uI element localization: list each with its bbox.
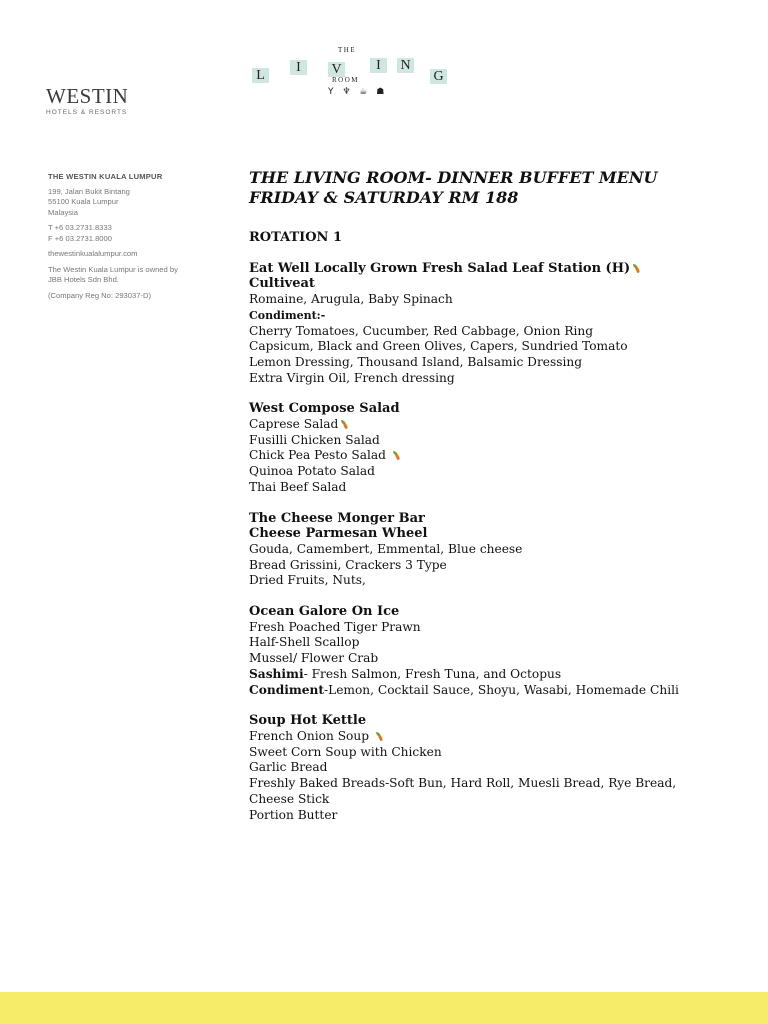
owner-line: The Westin Kuala Lumpur is owned by (48, 264, 178, 274)
logo-letter: I (290, 60, 307, 75)
condiment-label: Condiment:- (249, 308, 326, 322)
menu-item: Chick Pea Pesto Salad (249, 448, 719, 464)
vegetarian-icon (375, 732, 383, 741)
address-line: 199, Jalan Bukit Bintang (48, 186, 130, 196)
logo-letter: G (430, 69, 447, 84)
menu-item: Quinoa Potato Salad (249, 464, 375, 479)
menu-item: Mussel/ Flower Crab (249, 651, 379, 666)
vegetarian-icon (340, 420, 348, 429)
sashimi-label: Sashimi (249, 666, 304, 681)
menu-item: Sweet Corn Soup with Chicken (249, 744, 442, 759)
section-subheading: Cultiveat (249, 276, 315, 292)
phone-number: T +6 03.2731.8333 (48, 223, 112, 232)
menu-item: Fresh Poached Tiger Prawn (249, 619, 421, 634)
website-link[interactable]: thewestinkualalumpur.com (48, 249, 138, 258)
section-heading: Soup Hot Kettle (249, 713, 367, 729)
menu-item: Thai Beef Salad (249, 479, 347, 494)
vegetarian-icon (392, 451, 400, 460)
menu-title: THE LIVING ROOM- DINNER BUFFET MENU (249, 168, 658, 187)
logo-letter: I (370, 58, 387, 73)
owner-line: JBB Hotels Sdn Bhd. (48, 275, 119, 284)
menu-item: Cherry Tomatoes, Cucumber, Red Cabbage, Onion Ring (249, 323, 594, 338)
vegetarian-icon (632, 264, 640, 273)
section-subheading: Cheese Parmesan Wheel (249, 526, 428, 542)
section-heading: Eat Well Locally Grown Fresh Salad Leaf Station (H) (249, 261, 719, 277)
soup-section (249, 713, 719, 823)
menu-item: Romaine, Arugula, Baby Spinach (249, 292, 453, 307)
living-room-logo (250, 46, 450, 104)
menu-item: Sashimi- Fresh Salmon, Fresh Tuna, and Octopus (249, 666, 562, 681)
footer-bar (0, 992, 768, 1024)
menu-item: Bread Grissini, Crackers 3 Type (249, 557, 447, 572)
rotation-label: ROTATION 1 (249, 230, 342, 245)
logo-room: ROOM (332, 76, 360, 84)
menu-item: Half-Shell Scallop (249, 635, 360, 650)
section-heading: West Compose Salad (249, 401, 400, 417)
logo-letter: V (328, 62, 345, 77)
logo-letter: N (397, 58, 414, 73)
brand-name: WESTIN (46, 84, 129, 108)
menu-item: Gouda, Camembert, Emmental, Blue cheese (249, 541, 523, 556)
address-line: 55100 Kuala Lumpur (48, 197, 119, 206)
company-reg: (Company Reg No: 293037-D) (48, 290, 151, 300)
ocean-section (249, 604, 719, 698)
menu-item: Dried Fruits, Nuts, (249, 573, 366, 588)
menu-item: Portion Butter (249, 807, 338, 822)
menu-item: Fusilli Chicken Salad (249, 432, 380, 447)
logo-icons: Y ♆ ☕ ☗ (328, 87, 388, 97)
logo-letter: L (252, 68, 269, 83)
condiment-label: Condiment (249, 682, 324, 697)
menu-item: Garlic Bread (249, 760, 328, 775)
address-block (48, 172, 218, 301)
westin-logo (46, 86, 128, 116)
menu-item: Extra Virgin Oil, French dressing (249, 370, 455, 385)
logo-the: THE (338, 46, 357, 54)
brand-tagline: HOTELS & RESORTS (46, 109, 128, 116)
menu-item: French Onion Soup (249, 729, 719, 745)
menu-item: Condiment-Lemon, Cocktail Sauce, Shoyu, Wasabi, Homemade Chili (249, 682, 679, 697)
menu-item: Lemon Dressing, Thousand Island, Balsamic Dressing (249, 354, 583, 369)
fax-number: F +6 03.2731.8000 (48, 233, 112, 243)
menu-item: Caprese Salad (249, 417, 719, 433)
cheese-section (249, 511, 719, 590)
hotel-name: THE WESTIN KUALA LUMPUR (48, 172, 163, 181)
menu-item: Capsicum, Black and Green Olives, Capers, Sundried Tomato (249, 339, 628, 354)
salad-station-section (249, 261, 719, 387)
menu-content (249, 168, 719, 823)
menu-item: Freshly Baked Breads-Soft Bun, Hard Roll, Muesli Bread, Rye Bread, Cheese Stick (249, 776, 677, 806)
west-salad-section (249, 401, 719, 495)
section-heading: Ocean Galore On Ice (249, 604, 400, 620)
menu-subtitle: FRIDAY & SATURDAY RM 188 (249, 188, 519, 207)
section-heading: The Cheese Monger Bar (249, 510, 425, 526)
address-line: Malaysia (48, 207, 78, 217)
